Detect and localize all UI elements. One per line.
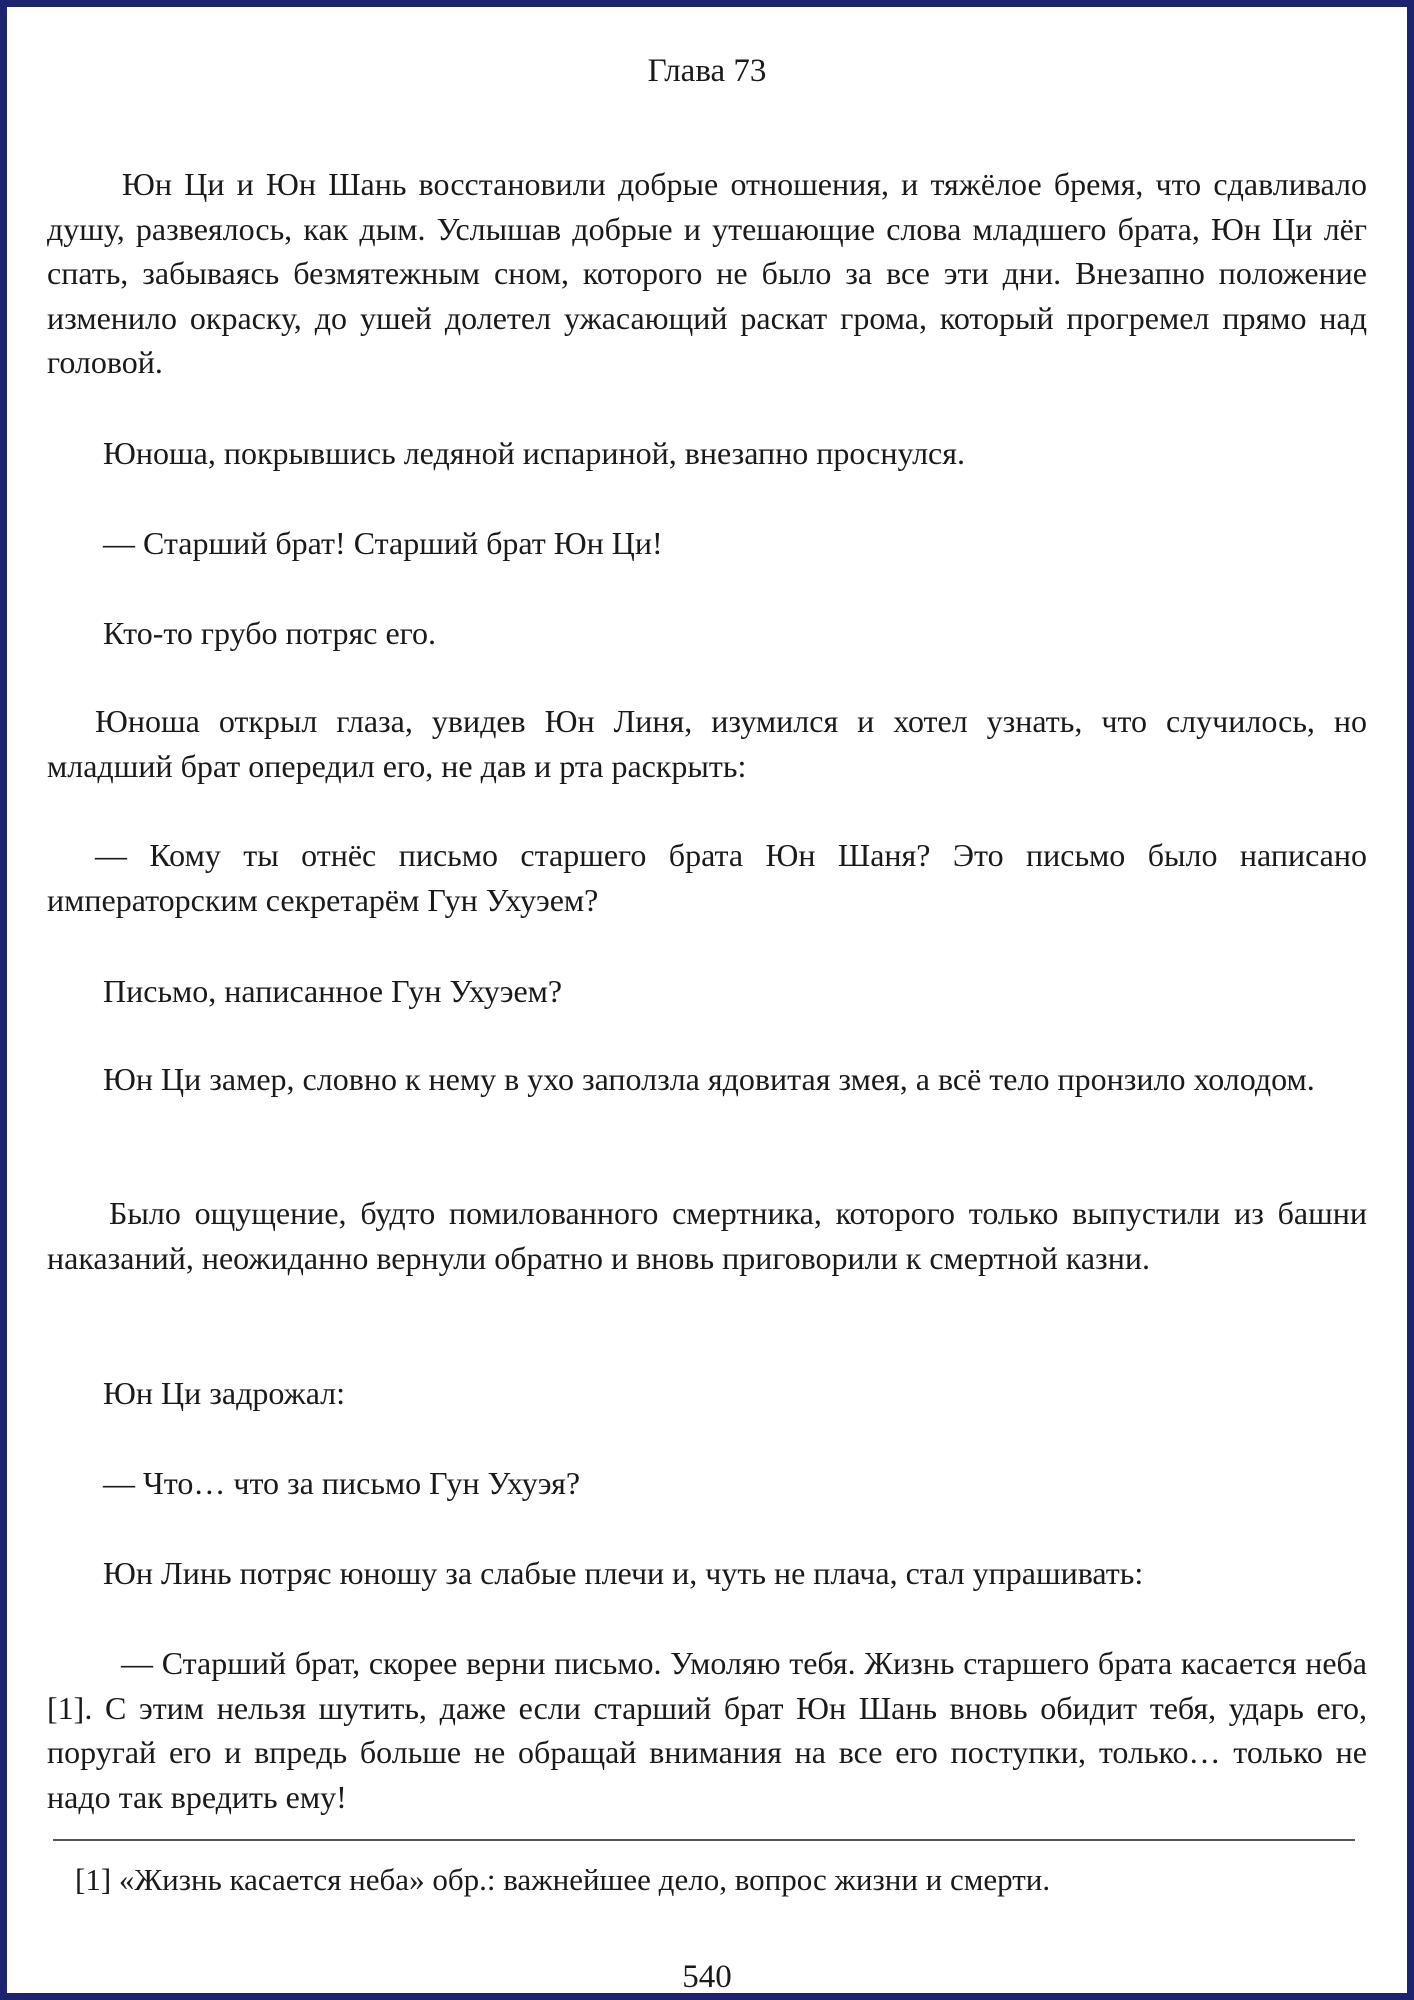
chapter-title: Глава 73 bbox=[647, 53, 767, 89]
paragraph-2: Юноша, покрывшись ледяной испариной, внезапно проснулся. bbox=[103, 435, 965, 471]
paragraph-11: — Что… что за письмо Гун Ухуэя? bbox=[103, 1465, 581, 1501]
paragraph-12: Юн Линь потряс юношу за слабые плечи и, чуть не плача, стал упрашивать: bbox=[103, 1555, 1144, 1591]
paragraph-5: Юноша открыл глаза, увидев Юн Линя, изумился и хотел узнать, что случилось, но младший брат опередил его, не дав и рта раскрыть: bbox=[47, 703, 1367, 784]
paragraph-9: Было ощущение, будто помилованного смертника, которого только выпустили из башни наказаний, неожиданно вернули обратно и вновь приговорили к смертной казни. bbox=[47, 1195, 1367, 1276]
paragraph-6: — Кому ты отнёс письмо старшего брата Юн Шаня? Это письмо было написано императорским секретарём Гун Ухуэем? bbox=[47, 837, 1367, 918]
paragraph-7: Письмо, написанное Гун Ухуэем? bbox=[103, 973, 563, 1009]
paragraph-8: Юн Ци замер, словно к нему в ухо заползла ядовитая змея, а всё тело пронзило холодом. bbox=[103, 1061, 1315, 1097]
paragraph-10: Юн Ци задрожал: bbox=[103, 1375, 346, 1411]
paragraph-4: Кто-то грубо потряс его. bbox=[103, 615, 436, 651]
paragraph-3: — Старший брат! Старший брат Юн Ци! bbox=[103, 525, 663, 561]
paragraph-13: — Старший брат, скорее верни письмо. Умоляю тебя. Жизнь старшего брата касается неба [1]. С этим нельзя шутить, даже если старший брат Юн Шань вновь обидит тебя, ударь его, поругай его и впредь больше не обращай внимания на все его поступки, только… только не надо так вредить ему! bbox=[47, 1645, 1367, 1815]
footnote: [1] «Жизнь касается неба» обр.: важнейшее дело, вопрос жизни и смерти. bbox=[75, 1862, 1051, 1897]
page-number: 540 bbox=[682, 1959, 732, 1995]
paragraph-1: Юн Ци и Юн Шань восстановили добрые отношения, и тяжёлое бремя, что сдавливало душу, развеялось, как дым. Услышав добрые и утешающие слова младшего брата, Юн Ци лёг спать, забываясь безмятежным сном, которого не было за все эти дни. Внезапно положение изменило окраску, до ушей долетел ужасающий раскат грома, который прогремел прямо над головой. bbox=[47, 166, 1367, 380]
footnote-divider bbox=[53, 1839, 1355, 1841]
